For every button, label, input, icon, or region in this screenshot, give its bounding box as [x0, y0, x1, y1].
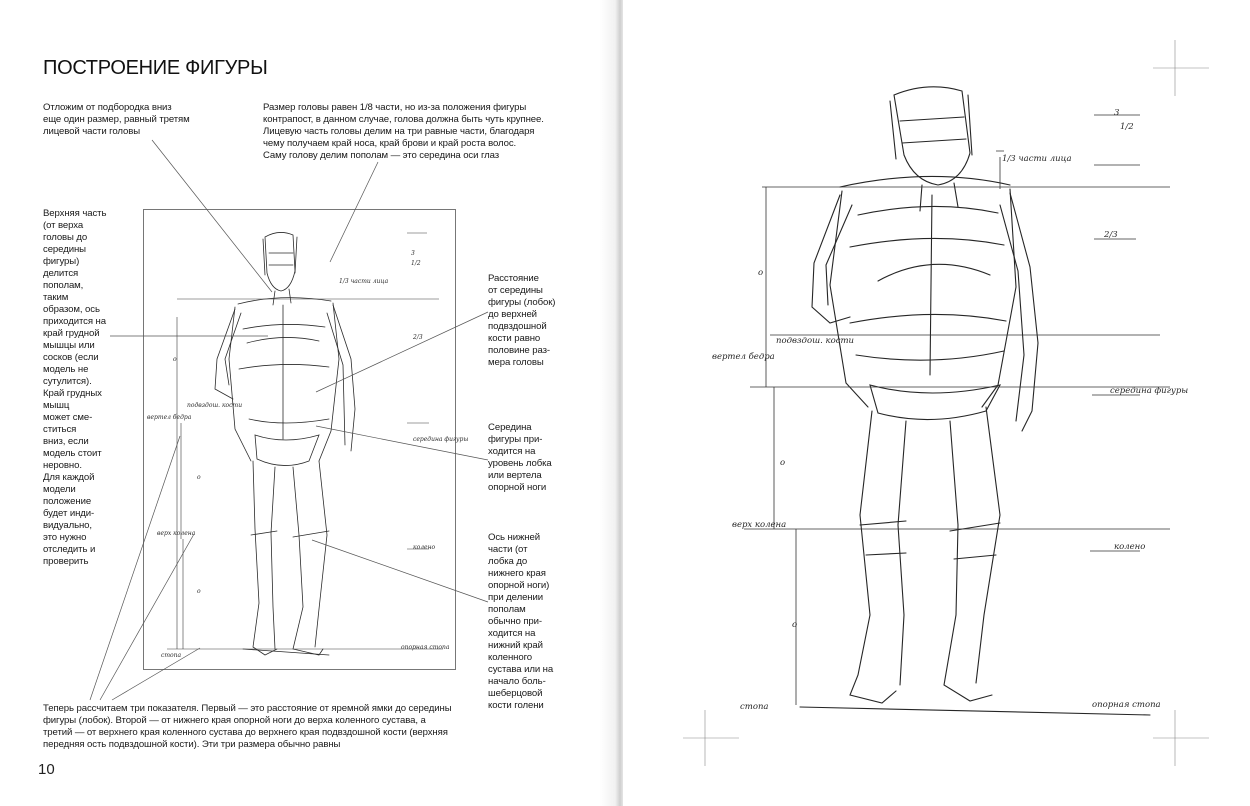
figure-sketch-right: [700, 55, 1195, 755]
note-three-measures: Теперь рассчитаем три показателя. Первый — это расстояние от яремной ямки до середины фигуры (лобок). Второй — от нижнего края опорной ноги до верха коленного сустава, а третий — от верхнего края коленного сустава до верхнего края подвздошной кости (верхняя передняя ость подвздошной кости). Эти три размера обычно равны: [43, 703, 452, 750]
sketch-label-support-foot-left: опорная стопа: [401, 644, 450, 651]
sketch-label-third-left: 3: [411, 250, 415, 257]
sketch-label-half-right: 1/2: [1120, 122, 1134, 132]
page-title: ПОСТРОЕНИЕ ФИГУРЫ: [43, 57, 268, 79]
sketch-label-third-head-left: 1/3 части лица: [339, 278, 389, 285]
note-pubis-distance: Расстояние от середины фигуры (лобок) до верхней подвздошной кости равно половине раз- мера головы: [488, 273, 556, 368]
sketch-label-two-thirds-left: 2/3: [413, 334, 423, 341]
sketch-label-knee-left: колено: [413, 544, 436, 551]
sketch-label-iliac-right: подвздош. кости: [776, 336, 855, 346]
sketch-label-half-left: 1/2: [411, 260, 421, 267]
note-figure-middle: Середина фигуры при- ходится на уровень лобка или вертела опорной ноги: [488, 422, 552, 493]
sketch-label-o2-left: o: [197, 474, 201, 481]
figure-sketch-left: [143, 209, 469, 670]
sketch-label-support-foot-right: опорная стопа: [1092, 700, 1161, 710]
sketch-label-iliac-left: подвздош. кости: [187, 402, 243, 409]
sketch-label-trochanter-left: вертел бедра: [147, 414, 192, 421]
sketch-label-o1-right: o: [758, 268, 764, 278]
note-chin: Отложим от подбородка вниз еще один размер, равный третям лицевой части головы: [43, 102, 190, 137]
sketch-label-third-right: 3: [1114, 108, 1120, 118]
note-upper-half: Верхняя часть (от верха головы до середины фигуры) делится пополам, таким образом, ось приходится на край грудной мышцы или сосков (если модель не сутулится). Край грудных мышц может сме- ститься вниз, если модель стоит неровно. Для каждой модели положение будет инди- видуально, это нужно отследить и проверить: [43, 208, 107, 567]
sketch-label-o1-left: o: [173, 356, 177, 363]
left-page: [0, 0, 618, 806]
note-head-size: Размер головы равен 1/8 части, но из-за положения фигуры контрапост, в данном случае, голова должна быть чуть крупнее. Лицевую часть головы делим на три равные части, благодаря чему получаем край носа, край брови и край роста волос. Саму голову делим пополам — это середина оси глаз: [263, 102, 544, 161]
sketch-label-two-thirds-right: 2/3: [1104, 230, 1118, 240]
sketch-label-third-head-right: 1/3 части лица: [1002, 154, 1072, 164]
sketch-label-middle-left: середина фигуры: [413, 436, 469, 443]
sketch-label-o3-right: o: [792, 620, 798, 630]
sketch-label-o2-right: o: [780, 458, 786, 468]
sketch-label-foot-right: стопа: [740, 702, 769, 712]
sketch-label-trochanter-right: вертел бедра: [712, 352, 775, 362]
sketch-label-knee-top-right: верх колена: [732, 520, 787, 530]
sketch-label-knee-right: колено: [1114, 542, 1146, 552]
page-number: 10: [38, 761, 55, 778]
sketch-label-o3-left: o: [197, 588, 201, 595]
sketch-label-middle-right: середина фигуры: [1110, 386, 1189, 396]
note-lower-axis: Ось нижней части (от лобка до нижнего края опорной ноги) при делении пополам обычно при- ходится на нижний край коленного сустава или на начало боль- шеберцовой кости голени: [488, 532, 554, 711]
sketch-label-knee-top-left: верх колена: [157, 530, 196, 537]
sketch-label-foot-left: стопа: [161, 652, 182, 659]
